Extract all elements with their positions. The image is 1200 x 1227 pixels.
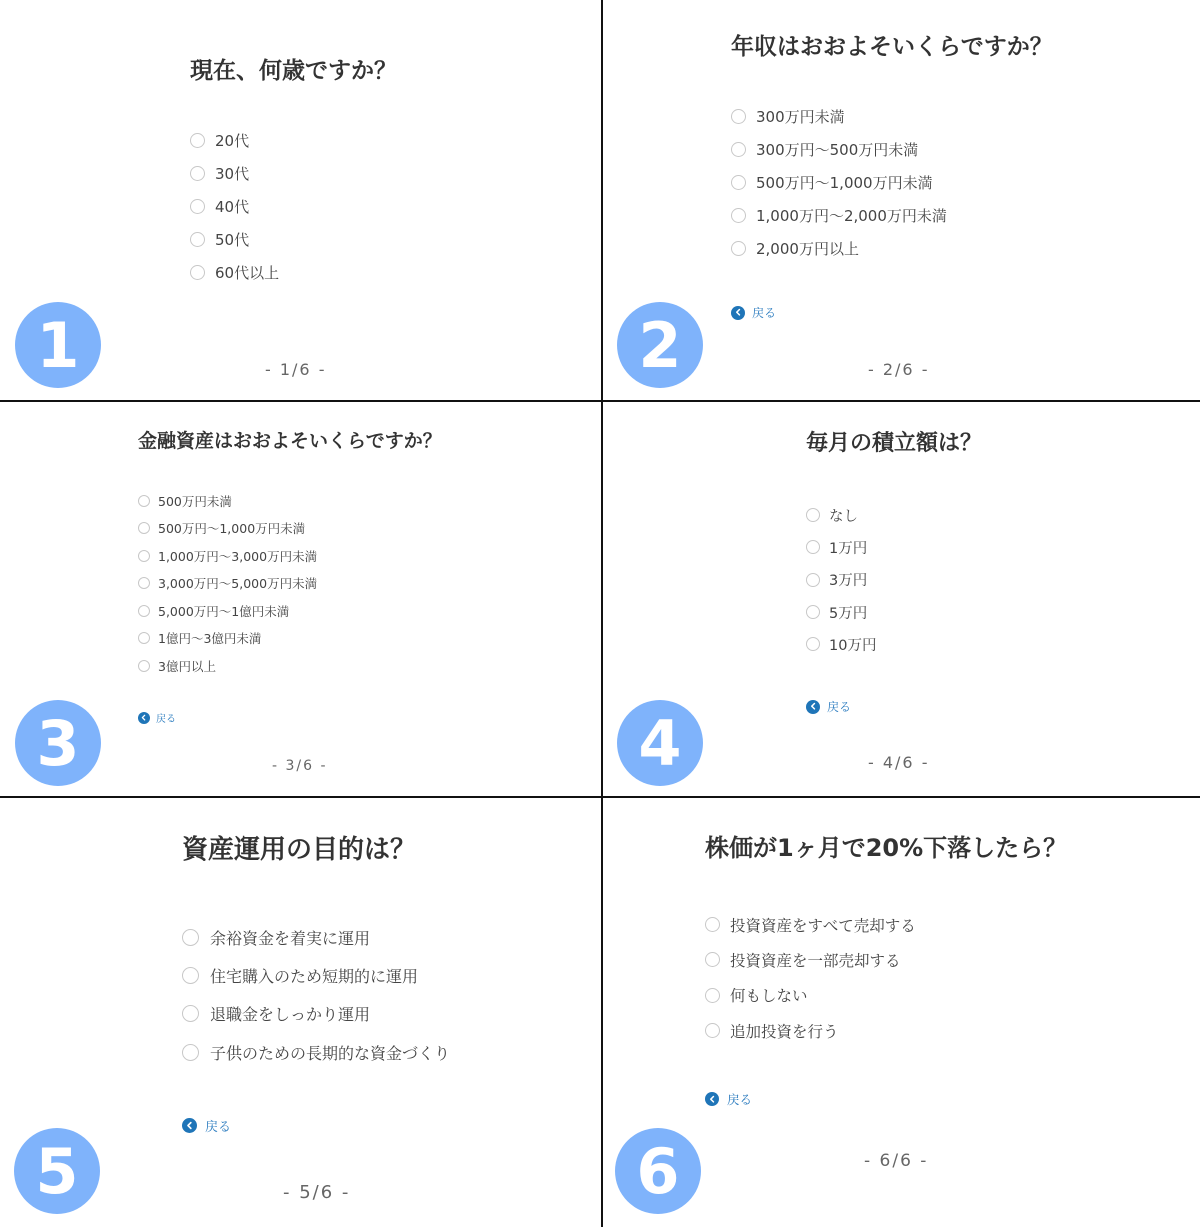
answer-option-label: 投資資産を一部売却する [730,951,901,970]
radio-unchecked-icon[interactable] [138,632,150,644]
answer-options [190,124,279,289]
radio-unchecked-icon[interactable] [190,232,205,247]
answer-option-label: 2,000万円以上 [756,240,859,258]
page-indicator: - 1/6 - [265,360,327,379]
back-link[interactable] [138,710,176,725]
question-panel-2 [603,0,1200,400]
answer-option[interactable] [138,597,317,625]
radio-unchecked-icon[interactable] [806,573,820,587]
radio-unchecked-icon[interactable] [182,1044,199,1061]
back-link[interactable] [731,304,776,321]
step-number-badge: 5 [14,1128,100,1214]
radio-unchecked-icon[interactable] [731,208,746,223]
answer-option-label: 500万円〜1,000万円未満 [158,521,306,537]
answer-option-label: 300万円未満 [756,108,845,126]
back-link-label: 戻る [205,1120,232,1135]
answer-options [182,918,450,1071]
answer-option[interactable] [190,256,279,289]
answer-option-label: 60代以上 [215,264,280,282]
answer-option[interactable] [705,907,916,942]
answer-option-label: 退職金をしっかり運用 [210,1005,371,1025]
answer-option[interactable] [190,190,279,223]
answer-option-label: 追加投資を行う [730,1022,839,1041]
answer-option-label: 1,000万円〜3,000万円未満 [158,548,318,564]
back-link[interactable] [182,1116,231,1135]
page-indicator: - 5/6 - [283,1182,351,1203]
answer-option-label: 3,000万円〜5,000万円未満 [158,576,318,592]
answer-option[interactable] [731,133,947,166]
radio-unchecked-icon[interactable] [190,265,205,280]
radio-unchecked-icon[interactable] [806,605,820,619]
back-link-label: 戻る [727,1092,753,1107]
answer-option-label: 30代 [215,165,250,183]
step-number-badge: 3 [15,700,101,786]
back-link-label: 戻る [827,700,852,714]
answer-options [705,907,916,1048]
chevron-left-icon[interactable] [182,1118,197,1133]
radio-unchecked-icon[interactable] [138,522,150,534]
question-panel-5 [0,798,600,1227]
back-link[interactable] [705,1090,752,1108]
question-title: 資産運用の目的は？ [182,835,417,865]
answer-option[interactable] [806,499,876,531]
radio-unchecked-icon[interactable] [705,988,720,1003]
radio-unchecked-icon[interactable] [138,660,150,672]
answer-option-label: 20代 [215,132,250,150]
answer-option[interactable] [190,124,279,157]
radio-unchecked-icon[interactable] [190,199,205,214]
answer-option[interactable] [705,978,916,1013]
answer-option[interactable] [806,596,876,628]
answer-option[interactable] [138,542,317,570]
answer-option-label: 3億円以上 [158,658,216,674]
answer-option[interactable] [190,223,279,256]
answer-option[interactable] [138,625,317,653]
radio-unchecked-icon[interactable] [731,109,746,124]
answer-option-label: 300万円〜500万円未満 [756,141,919,159]
answer-option[interactable] [705,942,916,977]
page-indicator: - 4/6 - [868,753,930,772]
radio-unchecked-icon[interactable] [731,241,746,256]
question-title: 年収はおおよそいくらですか？ [731,34,1053,60]
answer-option[interactable] [731,166,947,199]
answer-option[interactable] [806,628,876,660]
radio-unchecked-icon[interactable] [705,1023,720,1038]
answer-option-label: なし [829,508,858,525]
answer-option-label: 1,000万円〜2,000万円未満 [756,207,947,225]
answer-option-label: 5,000万円〜1億円未満 [158,603,290,619]
answer-options [138,487,317,680]
radio-unchecked-icon[interactable] [182,1005,199,1022]
step-number-badge: 4 [617,700,703,786]
answer-option-label: 500万円未満 [158,493,232,509]
answer-option-label: 3万円 [829,573,868,590]
radio-unchecked-icon[interactable] [806,540,820,554]
page-indicator: - 3/6 - [272,758,328,774]
chevron-left-icon[interactable] [731,306,745,320]
answer-option[interactable] [138,487,317,515]
page-indicator: - 6/6 - [864,1151,929,1171]
question-title: 現在、何歳ですか？ [190,58,397,84]
question-panel-4 [603,402,1200,796]
question-title: 金融資産はおおよそいくらですか？ [138,430,442,452]
radio-unchecked-icon[interactable] [731,142,746,157]
radio-unchecked-icon[interactable] [190,133,205,148]
answer-option-label: 40代 [215,198,250,216]
radio-unchecked-icon[interactable] [138,550,150,562]
back-link[interactable] [806,698,851,715]
answer-option[interactable] [182,1033,450,1071]
answer-option-label: 10万円 [829,637,877,654]
answer-option-label: 余裕資金を着実に運用 [210,928,371,948]
answer-option-label: 500万円〜1,000万円未満 [756,174,933,192]
radio-unchecked-icon[interactable] [806,637,820,651]
question-title: 株価が1ヶ月で20%下落したら？ [705,834,1068,862]
radio-unchecked-icon[interactable] [731,175,746,190]
chevron-left-icon[interactable] [806,700,820,714]
answer-option[interactable] [731,100,947,133]
radio-unchecked-icon[interactable] [806,508,820,522]
radio-unchecked-icon[interactable] [182,929,199,946]
answer-option-label: 50代 [215,231,250,249]
back-link-label: 戻る [752,306,777,320]
question-title: 毎月の積立額は？ [806,431,983,456]
radio-unchecked-icon[interactable] [182,967,199,984]
step-number-badge: 6 [615,1128,701,1214]
answer-options [731,100,947,265]
question-panel-3 [0,402,600,796]
radio-unchecked-icon[interactable] [705,917,720,932]
answer-option-label: 住宅購入のため短期的に運用 [210,966,419,986]
answer-option-label: 子供のための長期的な資金づくり [210,1043,451,1063]
answer-option[interactable] [182,995,450,1033]
question-panel-1 [0,0,600,400]
answer-option[interactable] [182,956,450,994]
chevron-left-icon[interactable] [705,1092,719,1106]
radio-unchecked-icon[interactable] [138,577,150,589]
answer-option-label: 1万円 [829,540,868,557]
answer-option[interactable] [731,199,947,232]
radio-unchecked-icon[interactable] [138,495,150,507]
chevron-left-icon[interactable] [138,712,150,724]
question-panel-6 [603,798,1200,1227]
answer-option[interactable] [731,232,947,265]
answer-option-label: 5万円 [829,605,868,622]
answer-option[interactable] [806,564,876,596]
radio-unchecked-icon[interactable] [190,166,205,181]
answer-option[interactable] [705,1013,916,1048]
answer-option[interactable] [182,918,450,956]
step-number-badge: 2 [617,302,703,388]
answer-option-label: 1億円〜3億円未満 [158,631,262,647]
radio-unchecked-icon[interactable] [138,605,150,617]
answer-option[interactable] [190,157,279,190]
answer-option[interactable] [138,515,317,543]
page-indicator: - 2/6 - [868,360,930,379]
answer-options [806,499,876,660]
answer-option[interactable] [138,652,317,680]
step-number-badge: 1 [15,302,101,388]
answer-option-label: 何もしない [730,987,808,1006]
answer-option[interactable] [806,531,876,563]
back-link-label: 戻る [156,714,176,725]
radio-unchecked-icon[interactable] [705,952,720,967]
answer-option[interactable] [138,570,317,598]
answer-option-label: 投資資産をすべて売却する [730,916,916,935]
